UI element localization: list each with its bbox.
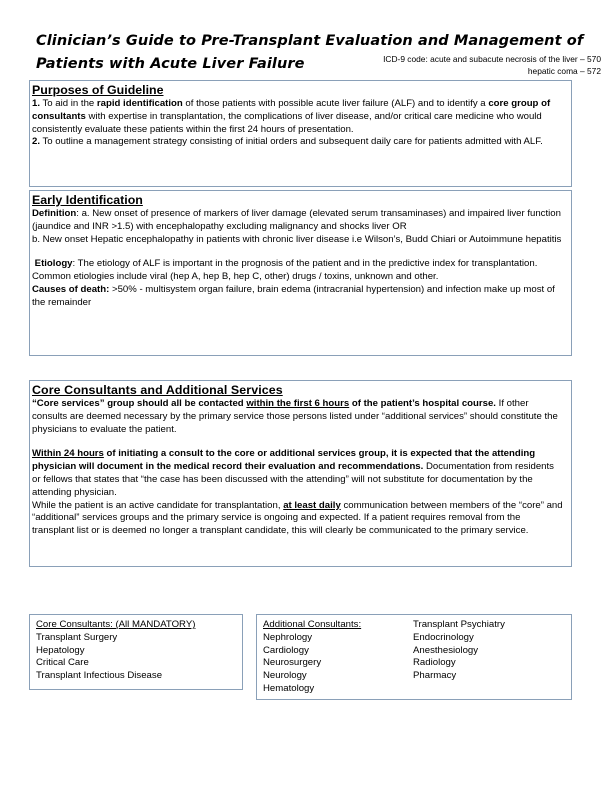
core-services-paragraph: “Core services” group should all be contacted within the first 6 hours of the patient’s hospital course. If other consults are deemed necessary by the primary service those persons listed under “additional services” should constitute the physicians to evaluate the patient. <box>32 398 558 435</box>
list-item: Transplant Infectious Disease <box>36 670 163 682</box>
list-item: Neurology <box>263 670 307 682</box>
additional-list-heading: Additional Consultants: <box>263 619 362 630</box>
icd-code-line-1: ICD-9 code: acute and subacute necrosis of the liver – 570 <box>383 54 601 64</box>
purposes-heading: Purposes of Guideline <box>32 83 164 97</box>
core-list-heading: Core Consultants: (All MANDATORY) <box>36 619 196 630</box>
etiology: Etiology: The etiology of ALF is important in the prognosis of the patient and in the predictive index for transplantation. Common etiologies include viral (hep A, hep B, hep C, other) drugs / toxins, unknown and other. <box>32 258 538 283</box>
documentation-paragraph: Within 24 hours of initiating a consult to the core or additional services group, it is expected that the attending physician will document in the medical record their evaluation and recommendations. Documentation from residents or fellows that states that “the case has been discussed with the attending” will not substitute for documentation by the attending physician. <box>32 448 554 498</box>
causes-of-death: Causes of death: >50% - multisystem organ failure, brain edema (intracranial hypertension) and infection make up most of the remainder <box>32 283 555 308</box>
list-item: Transplant Surgery <box>36 631 118 643</box>
purpose-1: 1. To aid in the rapid identification of those patients with possible acute liver failure (ALF) and to identify a core group of consultants with expertise in transplantation, the complications of liver disease, and/or critical care medicine who would consistently evaluate these patients within the first 24 hours of presentation. <box>32 98 551 135</box>
list-item: Radiology <box>413 657 456 669</box>
list-item: Transplant Psychiatry <box>413 619 505 630</box>
purposes-section <box>29 80 572 187</box>
communication-paragraph: While the patient is an active candidate for transplantation, at least daily communication between members of the “core” and “additional” services groups and the primary service is ongoing and expected. If a patient requires removal from the transplant list or is deemed no longer a transplant candidate, this will clearly be communicated to the primary service. <box>32 499 563 537</box>
document-title-line-2: Patients with Acute Liver Failure <box>36 56 305 72</box>
core-consultants-section <box>29 380 572 567</box>
additional-consultants-list <box>256 614 572 700</box>
additional-column-2 <box>413 619 505 683</box>
list-item: Hematology <box>263 682 315 694</box>
list-item: Pharmacy <box>413 670 457 682</box>
additional-column-1 <box>263 619 361 696</box>
list-item: Critical Care <box>36 657 89 669</box>
early-identification-heading: Early Identification <box>32 193 143 207</box>
definition-b: b. New onset Hepatic encephalopathy in patients with chronic liver disease i.e Wilson’s, Budd Chiari or Autoimmune hepatitis <box>32 233 562 245</box>
document-title-line-1: Clinician’s Guide to Pre-Transplant Evaluation and Management of <box>36 33 584 49</box>
list-item: Cardiology <box>263 644 309 656</box>
list-item: Anesthesiology <box>413 644 479 656</box>
list-item: Nephrology <box>263 631 313 643</box>
icd-code-line-2: hepatic coma – 572 <box>527 66 601 76</box>
core-consultants-heading: Core Consultants and Additional Services <box>32 383 283 397</box>
purpose-2: 2. To outline a management strategy consisting of initial orders and subsequent daily care for patients admitted with ALF. <box>32 136 543 148</box>
list-item: Neurosurgery <box>263 657 322 669</box>
core-consultants-list <box>29 614 243 690</box>
list-item: Endocrinology <box>413 631 474 643</box>
list-item: Hepatology <box>36 644 85 656</box>
definition-a: Definition: a. New onset of presence of markers of liver damage (elevated serum transaminases) and impaired liver function (jaundice and INR >1.5) with encephalopathy excluding malignancy and shocks liver OR <box>32 208 561 232</box>
early-identification-section <box>29 190 572 356</box>
